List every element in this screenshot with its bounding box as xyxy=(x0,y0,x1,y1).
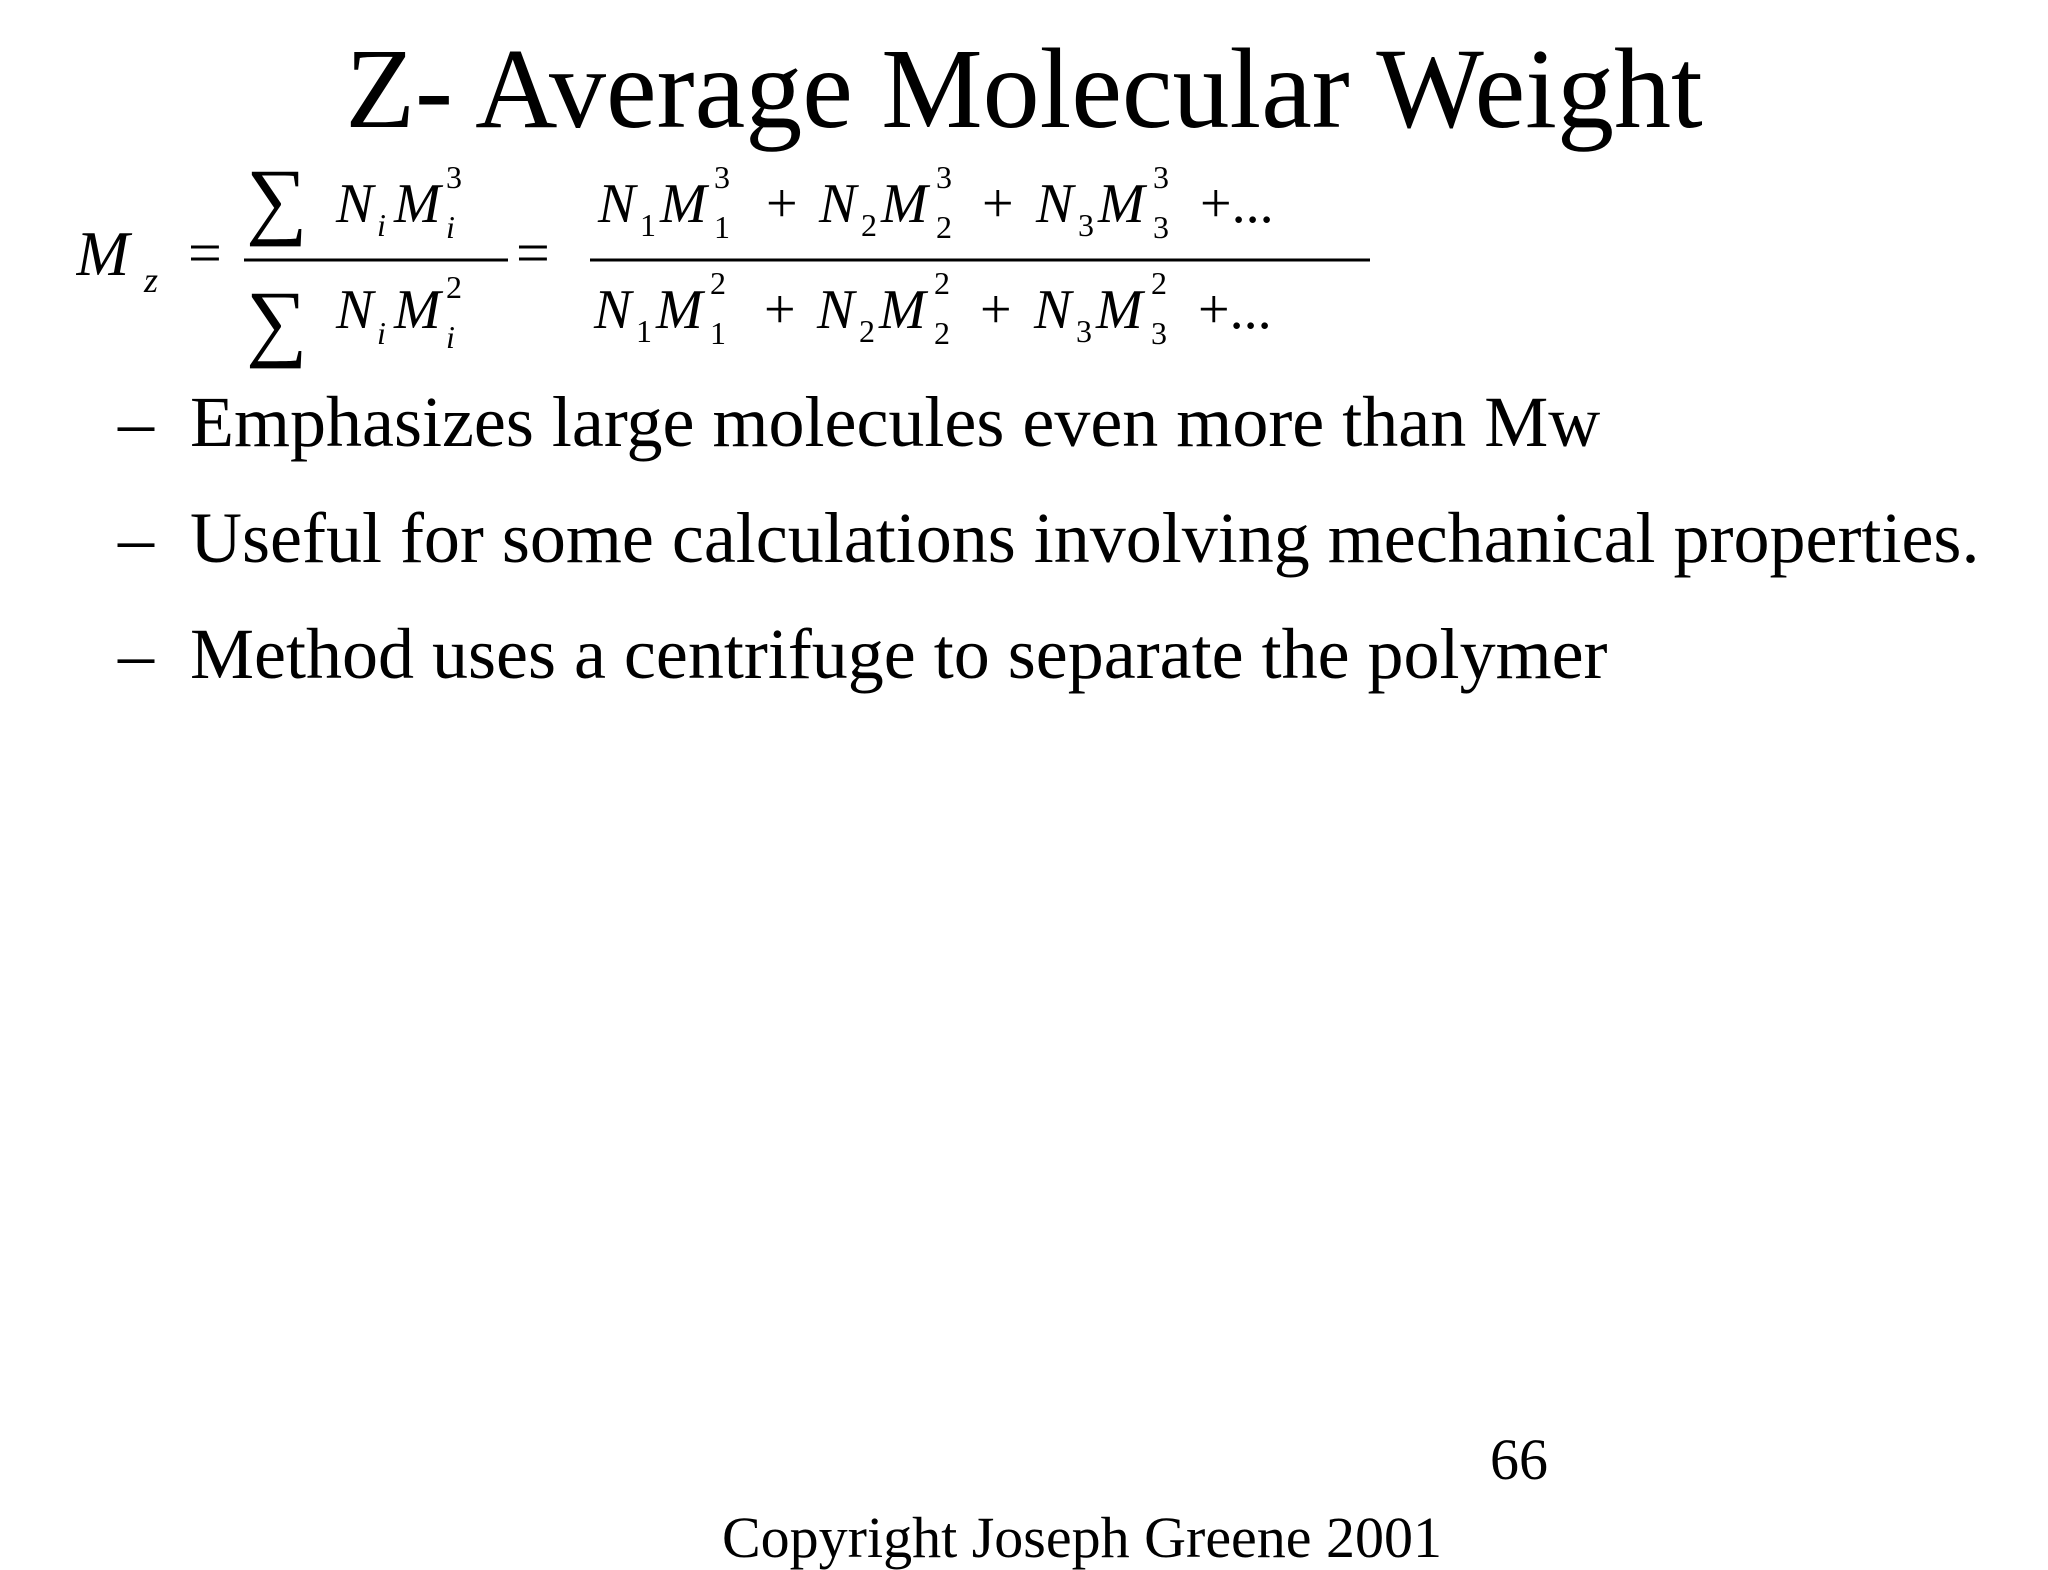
bullet-text: Method uses a centrifuge to separate the polymer xyxy=(190,614,1608,694)
svg-text:3: 3 xyxy=(714,160,730,195)
svg-text:+: + xyxy=(766,173,798,235)
svg-text:1: 1 xyxy=(710,315,726,351)
eq-sum-top: ∑ xyxy=(246,160,308,247)
bullet-item xyxy=(118,380,1998,464)
bullet-item xyxy=(118,612,1998,696)
svg-text:N: N xyxy=(819,173,857,235)
eq-i-top-1: i xyxy=(377,207,386,243)
svg-text:N: N xyxy=(598,173,636,235)
svg-text:3: 3 xyxy=(1153,209,1169,245)
svg-text:M: M xyxy=(660,173,707,235)
svg-text:N: N xyxy=(594,279,632,341)
eq-sum-bottom: ∑ xyxy=(246,273,308,369)
svg-text:M: M xyxy=(881,173,928,235)
svg-text:+: + xyxy=(764,279,796,341)
eq-expanded-denominator xyxy=(593,265,1272,351)
dash-icon: – xyxy=(118,382,154,462)
svg-text:+...: +... xyxy=(1198,279,1272,341)
svg-text:M: M xyxy=(1096,279,1143,341)
svg-text:3: 3 xyxy=(1076,313,1092,349)
svg-text:2: 2 xyxy=(1151,265,1167,301)
svg-text:3: 3 xyxy=(1078,207,1094,243)
page-number: 66 xyxy=(1490,1427,1548,1492)
svg-text:M: M xyxy=(879,279,926,341)
eq-expanded-numerator xyxy=(597,160,1274,245)
slide-title: Z- Average Molecular Weight xyxy=(345,25,1703,152)
svg-text:2: 2 xyxy=(934,265,950,301)
mz-equation xyxy=(76,160,1396,370)
svg-text:+: + xyxy=(980,279,1012,341)
svg-text:3: 3 xyxy=(1151,315,1167,351)
svg-text:M: M xyxy=(1098,173,1145,235)
bullet-list xyxy=(118,380,1998,728)
svg-text:1: 1 xyxy=(714,209,730,245)
eq-equals-1: = xyxy=(188,220,222,286)
bullet-text: Useful for some calculations involving mechanical properties. xyxy=(190,498,1980,578)
eq-m-top: M xyxy=(394,173,441,235)
svg-text:1: 1 xyxy=(636,313,652,349)
eq-equals-2: = xyxy=(516,220,550,286)
eq-lhs-sub: z xyxy=(144,260,159,300)
eq-n-bottom: N xyxy=(336,279,374,341)
svg-text:M: M xyxy=(656,279,703,341)
bullet-text: Emphasizes large molecules even more than Mw xyxy=(190,382,1601,462)
svg-text:N: N xyxy=(1036,173,1074,235)
svg-text:3: 3 xyxy=(936,160,952,195)
eq-i-bottom-2: i xyxy=(446,319,455,355)
svg-text:2: 2 xyxy=(934,315,950,351)
svg-text:2: 2 xyxy=(859,313,875,349)
svg-text:N: N xyxy=(817,279,855,341)
bullet-item xyxy=(118,496,1998,580)
dash-icon: – xyxy=(118,498,154,578)
svg-text:2: 2 xyxy=(710,265,726,301)
eq-n-top: N xyxy=(336,173,374,235)
svg-text:1: 1 xyxy=(640,207,656,243)
eq-exp-2-bottom: 2 xyxy=(446,269,462,305)
svg-text:+: + xyxy=(982,173,1014,235)
eq-i-top-2: i xyxy=(446,209,455,245)
dash-icon: – xyxy=(118,614,154,694)
eq-lhs-m: M xyxy=(76,218,130,289)
svg-text:2: 2 xyxy=(861,207,877,243)
eq-i-bottom-1: i xyxy=(377,315,386,351)
svg-text:N: N xyxy=(1034,279,1072,341)
svg-text:+...: +... xyxy=(1200,173,1274,235)
svg-text:3: 3 xyxy=(1153,160,1169,195)
copyright-notice: Copyright Joseph Greene 2001 xyxy=(722,1505,1443,1570)
eq-exp-3-top: 3 xyxy=(446,160,462,195)
eq-m-bottom: M xyxy=(394,279,441,341)
svg-text:2: 2 xyxy=(936,209,952,245)
